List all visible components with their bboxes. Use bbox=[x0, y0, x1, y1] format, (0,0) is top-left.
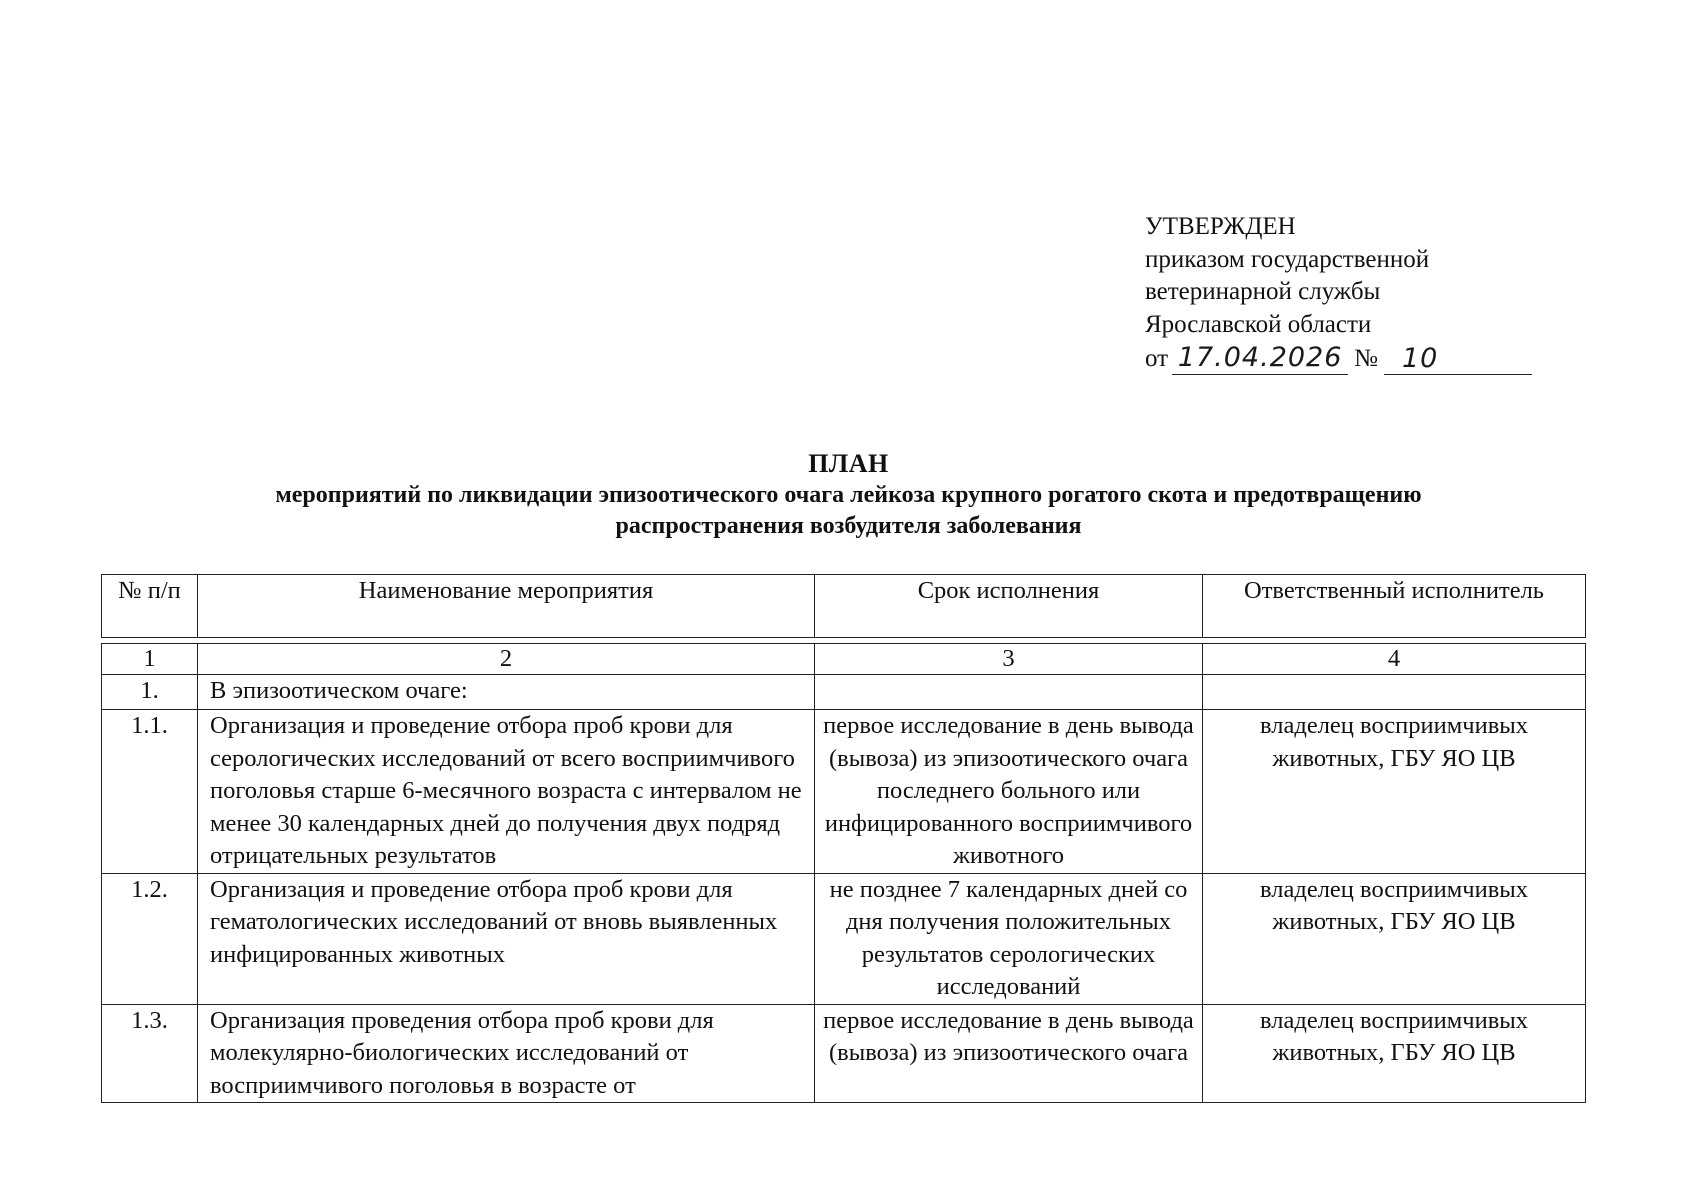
title-subtitle-line2: распространения возбудителя заболевания bbox=[615, 513, 1082, 539]
row-responsible: владелец восприимчивых животных, ГБУ ЯО ЦВ bbox=[1203, 710, 1586, 874]
approval-heading: УТВЕРЖДЕН bbox=[1145, 213, 1296, 240]
section-responsible-empty bbox=[1203, 675, 1586, 710]
column-number: 2 bbox=[198, 644, 815, 675]
column-number: 4 bbox=[1203, 644, 1586, 675]
approval-line-order: приказом государственной bbox=[1145, 245, 1430, 273]
row-num: 1.3. bbox=[102, 1004, 198, 1103]
handwritten-date: 17.04.2026 bbox=[1172, 341, 1348, 375]
table-header-row bbox=[102, 575, 1586, 638]
approval-date-line bbox=[1145, 341, 1565, 375]
header-term: Срок исполнения bbox=[815, 575, 1203, 638]
table-row bbox=[102, 873, 1586, 1004]
table-row bbox=[102, 1004, 1586, 1103]
header-name: Наименование мероприятия bbox=[198, 575, 815, 638]
column-number: 3 bbox=[815, 644, 1203, 675]
plan-table bbox=[101, 574, 1586, 1103]
row-name: Организация и проведение отбора проб крови для гематологических исследований от вновь выявленных инфицированных животных bbox=[198, 873, 815, 1004]
header-responsible: Ответственный исполнитель bbox=[1203, 575, 1586, 638]
row-num: 1.1. bbox=[102, 710, 198, 874]
row-term: не позднее 7 календарных дней со дня получения положительных результатов серологических исследований bbox=[815, 873, 1203, 1004]
approval-block bbox=[1145, 211, 1565, 375]
number-sign: № bbox=[1354, 344, 1378, 372]
date-prefix: от bbox=[1145, 344, 1169, 372]
approval-line-service: ветеринарной службы bbox=[1145, 278, 1381, 305]
row-name: Организация и проведение отбора проб крови для серологических исследований от всего восприимчивого поголовья старше 6-месячного возраста с интервалом не менее 30 календарных дней до получения двух подряд отрицательных результатов bbox=[198, 710, 815, 874]
row-responsible: владелец восприимчивых животных, ГБУ ЯО ЦВ bbox=[1203, 873, 1586, 1004]
handwritten-number: 10 bbox=[1384, 342, 1532, 375]
section-name: В эпизоотическом очаге: bbox=[198, 675, 815, 710]
title-main: ПЛАН bbox=[808, 449, 889, 478]
table-row bbox=[102, 710, 1586, 874]
section-row bbox=[102, 675, 1586, 710]
row-term: первое исследование в день вывода (вывоза) из эпизоотического очага bbox=[815, 1004, 1203, 1103]
approval-line-region: Ярославской области bbox=[1145, 310, 1372, 338]
document-title bbox=[0, 448, 1697, 542]
row-num: 1.2. bbox=[102, 873, 198, 1004]
row-name: Организация проведения отбора проб крови для молекулярно-биологических исследований от восприимчивого поголовья в возрасте от bbox=[198, 1004, 815, 1103]
header-num: № п/п bbox=[102, 575, 198, 638]
column-number: 1 bbox=[102, 644, 198, 675]
title-subtitle-line1: мероприятий по ликвидации эпизоотического очага лейкоза крупного рогатого скота и предотвращению bbox=[275, 482, 1422, 508]
row-term: первое исследование в день вывода (вывоза) из эпизоотического очага последнего больного или инфицированного восприимчивого животного bbox=[815, 710, 1203, 874]
column-number-row bbox=[102, 644, 1586, 675]
section-term-empty bbox=[815, 675, 1203, 710]
section-num: 1. bbox=[102, 675, 198, 710]
row-responsible: владелец восприимчивых животных, ГБУ ЯО ЦВ bbox=[1203, 1004, 1586, 1103]
